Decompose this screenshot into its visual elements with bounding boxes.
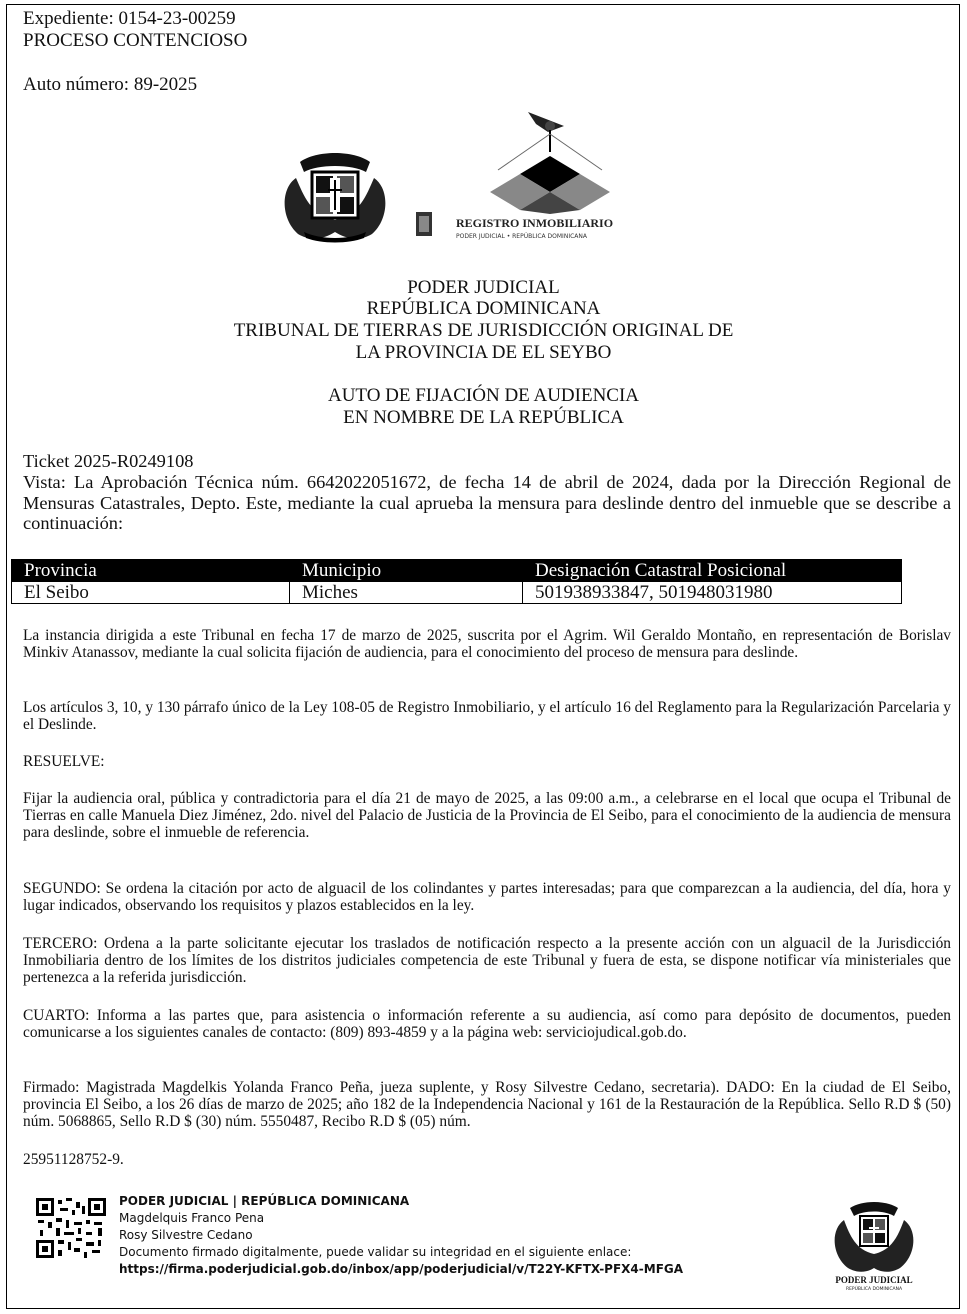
cell-designacion: 501938933847, 501948031980 (523, 582, 902, 604)
table-row (12, 582, 902, 604)
cell-municipio: Miches (290, 582, 523, 604)
signer-1: Magdelquis Franco Pena (119, 1211, 265, 1225)
document-title: AUTO DE FIJACIÓN DE AUDIENCIA (327, 385, 640, 406)
auto-number: Auto número: 89-2025 (23, 74, 198, 95)
registro-title: REGISTRO INMOBILIARIO (456, 216, 614, 230)
court-line-1: PODER JUDICIAL (407, 277, 560, 298)
fijar-paragraph: Fijar la audiencia oral, pública y contradictoria para el día 21 de mayo de 2025, a las 09:00 a.m., a celebrarse en el local que ocupa el Tribunal de Tierras en calle Manuela Diez Jiménez, 2do. nivel del Palacio de Justicia de la Provincia de El Seibo, para el conocimiento de la audiencia de mensura para deslinde, sobre el inmueble de referencia. (23, 790, 951, 841)
header-provincia: Provincia (12, 560, 290, 582)
signature-block (119, 1193, 683, 1278)
expediente-line: Expediente: 0154-23-00259 (23, 8, 236, 29)
tercero-paragraph: TERCERO: Ordena a la parte solicitante ejecutar los traslados de notificación respecto a la presente acción con un alguacil de la Jurisdicción Inmobiliaria dentro de los límites de los distritos judiciales competencia de este Tribunal y fuera de esta, se dispone notificar vía ministeriales que pertenezca a la referida jurisdicción. (23, 935, 951, 986)
proceso-line: PROCESO CONTENCIOSO (23, 30, 248, 51)
seal-subtitle: REPÚBLICA DOMINICANA (845, 1287, 903, 1292)
seal-title: PODER JUDICIAL (835, 1275, 913, 1285)
coat-of-arms-logo (276, 148, 394, 244)
court-line-4: LA PROVINCIA DE EL SEYBO (355, 342, 612, 363)
header-municipio: Municipio (290, 560, 523, 582)
footer-org: PODER JUDICIAL | REPÚBLICA DOMINICANA (119, 1194, 410, 1208)
signer-2: Rosy Silvestre Cedano (119, 1228, 253, 1242)
table-header-row (12, 560, 902, 582)
validation-link[interactable]: https://firma.poderjudicial.gob.do/inbox/app/poderjudicial/v/T22Y-KFTX-PFX4-MFGA (119, 1262, 684, 1276)
cell-provincia: El Seibo (12, 582, 290, 604)
document-subtitle: EN NOMBRE DE LA REPÚBLICA (343, 407, 624, 428)
property-table (11, 559, 902, 604)
document-number: 25951128752-9. (23, 1151, 124, 1168)
court-line-3: TRIBUNAL DE TIERRAS DE JURISDICCIÓN ORIGINAL DE (233, 320, 734, 341)
articulos-paragraph: Los artículos 3, 10, y 130 párrafo único de la Ley 108-05 de Registro Inmobiliario, y el artículo 16 del Reglamento para la Regularización Parcelaria y el Deslinde. (23, 699, 951, 733)
registro-subtitle: PODER JUDICIAL • REPÚBLICA DOMINICANA (456, 233, 587, 240)
resuelve-heading: RESUELVE: (23, 753, 105, 770)
qr-code (36, 1198, 106, 1258)
cuarto-paragraph: CUARTO: Informa a las partes que, para asistencia o información referente a su audiencia, así como para depósito de documentos, pueden comunicarse a los siguientes canales de contacto: (809) 893-4859 y a la página web: serviciojudical.gob.do. (23, 1007, 951, 1041)
court-line-2: REPÚBLICA DOMINICANA (366, 298, 601, 319)
ticket-number: Ticket 2025-R0249108 (23, 451, 194, 471)
header-designacion: Designación Catastral Posicional (523, 560, 902, 582)
firmado-paragraph: Firmado: Magistrada Magdelkis Yolanda Franco Peña, jueza suplente, y Rosy Silvestre Cedano, secretaria). DADO: En la ciudad de El Seibo, provincia El Seibo, a los 26 días de marzo de 2025; año 182 de la Independencia Nacional y 161 de la Restauración de la República. Sello R.D $ (50) núm. 5068865, Sello R.D $ (30) núm. 5550487, Recibo R.D $ (05) núm. (23, 1079, 951, 1130)
validation-note: Documento firmado digitalmente, puede validar su integridad en el siguiente enlace: (119, 1245, 632, 1259)
segundo-paragraph: SEGUNDO: Se ordena la citación por acto de alguacil de los colindantes y partes interesadas; para que comparezcan a la audiencia, del día, hora y lugar indicados, observando los requisitos y plazos establecidos en la ley. (23, 880, 951, 914)
poder-judicial-seal (826, 1198, 922, 1294)
instancia-paragraph: La instancia dirigida a este Tribunal en fecha 17 de marzo de 2025, suscrita por el Agrim. Wil Geraldo Montaño, en representación de Borislav Minkiv Atanassov, mediante la cual solicita fijación de audiencia, para el conocimiento del proceso de mensura para deslinde. (23, 627, 951, 661)
registro-inmobiliario-logo (408, 104, 670, 242)
vista-paragraph: Vista: La Aprobación Técnica núm. 6642022051672, de fecha 14 de abril de 2024, dada por la Dirección Regional de Mensuras Catastrales, Depto. Este, mediante la cual aprueba la mensura para deslinde dentro del inmueble que se describe a continuación: (23, 472, 951, 533)
